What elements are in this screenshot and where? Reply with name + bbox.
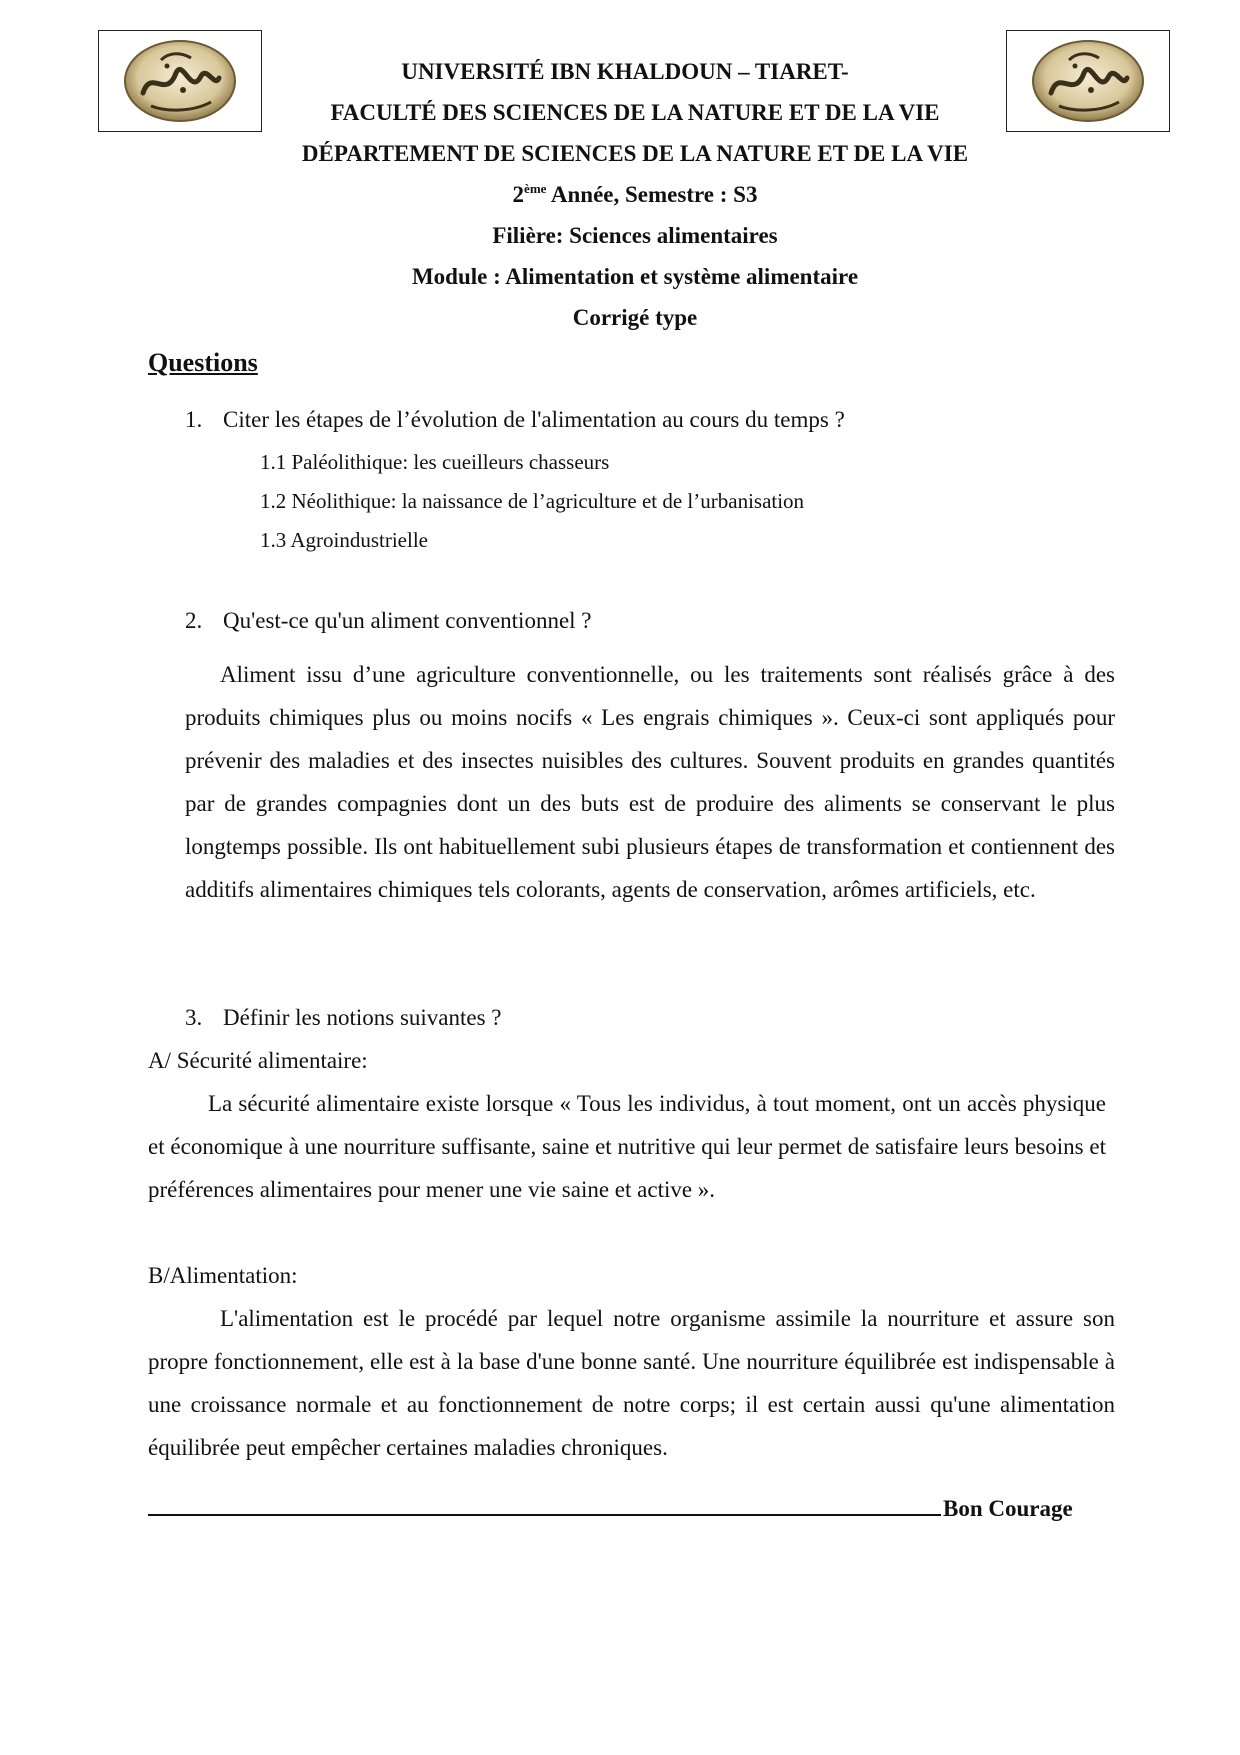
section-a-paragraph: La sécurité alimentaire existe lorsque « Tous les individus, à tout moment, ont un accès physique et économique à une nourriture suffisante, saine et nutritive qui leur permet de satisfaire leurs besoins et préférences alimentaires pour mener une vie saine et active ». bbox=[148, 1091, 1106, 1202]
question-3 bbox=[185, 1004, 502, 1032]
list-item: 1.2 Néolithique: la naissance de l’agriculture et de l’urbanisation bbox=[260, 489, 805, 513]
question-2 bbox=[185, 607, 592, 635]
question-number: 2. bbox=[185, 608, 203, 633]
questions-heading: Questions bbox=[148, 348, 258, 377]
year-semester: 2ème Année, Semestre : S3 bbox=[512, 181, 758, 207]
closing-text: Bon Courage bbox=[943, 1496, 1073, 1521]
section-b-paragraph: L'alimentation est le procédé par lequel notre organisme assimile la nourriture et assure son propre fonctionnement, elle est à la base d'une bonne santé. Une nourriture équilibrée est indispensable à une croissance normale et au fonctionnement de notre corps; il est certain aussi qu'une alimentation équilibrée peut empêcher certaines maladies chroniques. bbox=[148, 1306, 1115, 1460]
list-item: 1.1 Paléolithique: les cueilleurs chasseurs bbox=[260, 450, 610, 474]
section-a-label: A/ Sécurité alimentaire: bbox=[148, 1048, 368, 1073]
question-number: 3. bbox=[185, 1005, 203, 1030]
closing-line bbox=[148, 1494, 1073, 1523]
university-name: UNIVERSITÉ IBN KHALDOUN – TIARET- bbox=[401, 59, 849, 84]
list-item: 1.3 Agroindustrielle bbox=[260, 528, 428, 552]
department-name: DÉPARTEMENT DE SCIENCES DE LA NATURE ET DE LA VIE bbox=[301, 141, 969, 166]
question-text: Définir les notions suivantes ? bbox=[223, 1005, 502, 1030]
faculty-name: FACULTÉ DES SCIENCES DE LA NATURE ET DE LA VIE bbox=[330, 100, 940, 125]
filiere: Filière: Sciences alimentaires bbox=[492, 223, 778, 248]
document-type: Corrigé type bbox=[572, 305, 698, 330]
question-1 bbox=[185, 406, 845, 434]
answer-2-paragraph: Aliment issu d’une agriculture conventionnelle, ou les traitements sont réalisés grâce à des produits chimiques plus ou moins nocifs « Les engrais chimiques ». Ceux-ci sont appliqués pour prévenir des maladies et des insectes nuisibles des cultures. Souvent produits en grandes quantités par de grandes compagnies dont un des buts est de produire des aliments se conservant le plus longtemps possible. Ils ont habituellement subi plusieurs étapes de transformation et contiennent des additifs alimentaires chimiques tels colorants, agents de conservation, arômes artificiels, etc. bbox=[185, 662, 1115, 902]
section-b-label: B/Alimentation: bbox=[148, 1263, 298, 1288]
question-text: Citer les étapes de l’évolution de l'alimentation au cours du temps ? bbox=[223, 407, 845, 432]
module-name: Module : Alimentation et système alimentaire bbox=[411, 264, 859, 289]
question-number: 1. bbox=[185, 407, 203, 432]
signature-rule bbox=[148, 1494, 941, 1516]
question-text: Qu'est-ce qu'un aliment conventionnel ? bbox=[223, 608, 592, 633]
